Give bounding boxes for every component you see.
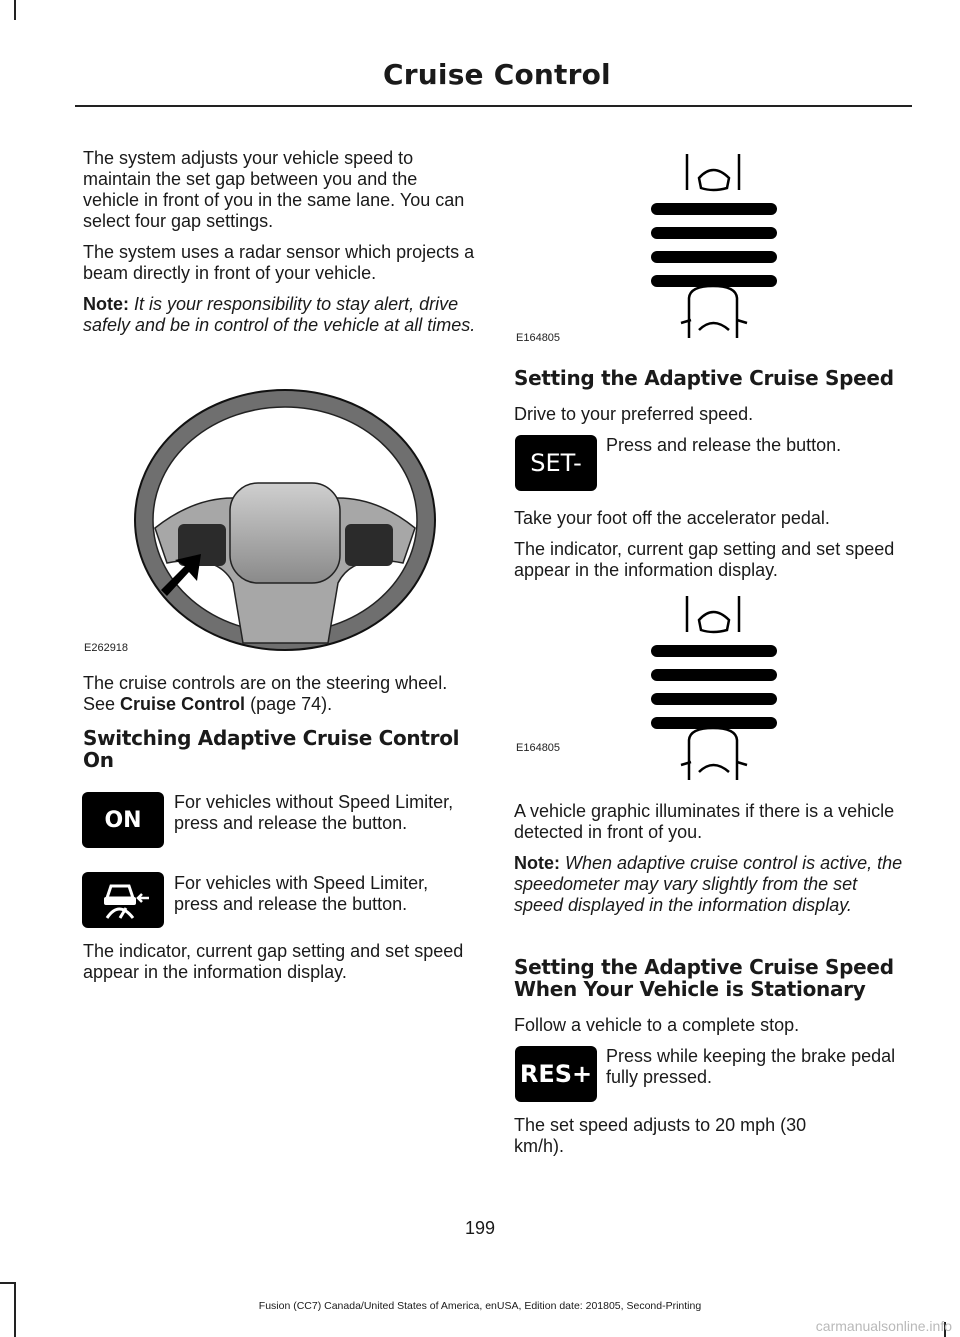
intro-paragraph: The system adjusts your vehicle speed to maintain the set gap between you and the vehicle in front of you in the same lane. You can select four gap settings. bbox=[83, 148, 465, 231]
res-button-text: Press while keeping the brake pedal fully pressed. bbox=[606, 1046, 896, 1087]
setting-speed-heading: Setting the Adaptive Cruise Speed bbox=[514, 366, 894, 390]
left-column-lower bbox=[83, 673, 478, 771]
page-number: 199 bbox=[464, 1218, 496, 1238]
crop-mark-bottom-left-h bbox=[0, 1282, 16, 1284]
watermark: carmanualsonline.info bbox=[815, 1318, 952, 1334]
header-rule bbox=[75, 105, 912, 107]
left-column bbox=[83, 148, 478, 346]
note-label: Note: bbox=[83, 294, 129, 314]
on-button: ON bbox=[82, 792, 164, 848]
edition-info: Fusion (CC7) Canada/United States of America, enUSA, Edition date: 201805, Second-Printing bbox=[258, 1300, 702, 1312]
gap-setting-figure-2 bbox=[515, 590, 905, 790]
vehicle-graphic-paragraph: A vehicle graphic illuminates if there is a vehicle detected in front of you. bbox=[514, 801, 895, 842]
note bbox=[83, 294, 478, 336]
steering-figure-label: E262918 bbox=[84, 642, 129, 654]
speed-limiter-text: For vehicles with Speed Limiter, press and release the button. bbox=[174, 873, 429, 914]
gap-display-icon bbox=[515, 590, 905, 790]
cruise-control-link[interactable]: Cruise Control bbox=[120, 694, 246, 714]
steering-wheel-figure bbox=[83, 388, 473, 660]
note-text-right: When adaptive cruise control is active, the speedometer may vary slightly from the set speed displayed in the information display. bbox=[514, 853, 903, 915]
controls-paragraph: The cruise controls are on the steering wheel. See Cruise Control (page 74). bbox=[83, 673, 448, 714]
gap-setting-figure-1 bbox=[515, 148, 905, 348]
page-title: Cruise Control bbox=[383, 58, 611, 91]
gap-display-icon bbox=[515, 148, 905, 348]
set-button-text: Press and release the button. bbox=[606, 435, 842, 455]
set-minus-button: SET- bbox=[515, 435, 597, 491]
accelerator-paragraph: Take your foot off the accelerator pedal. bbox=[514, 508, 830, 528]
speed-limiter-button bbox=[82, 872, 164, 928]
preferred-speed-paragraph: Drive to your preferred speed. bbox=[514, 404, 754, 424]
crop-mark-top-left bbox=[14, 0, 16, 20]
set-speed-adjusts-paragraph: The set speed adjusts to 20 mph (30 km/h). bbox=[514, 1115, 807, 1156]
steering-wheel-icon bbox=[83, 388, 473, 660]
note-right bbox=[514, 853, 909, 916]
gap-figure-label-2: E164805 bbox=[516, 742, 561, 754]
gap-figure-label-1: E164805 bbox=[516, 332, 561, 344]
indicator-paragraph-left: The indicator, current gap setting and set speed appear in the information display. bbox=[83, 941, 464, 982]
switching-on-heading: Switching Adaptive Cruise Control On bbox=[83, 726, 460, 772]
radar-paragraph: The system uses a radar sensor which projects a beam directly in front of your vehicle. bbox=[83, 242, 475, 283]
res-plus-button: RES+ bbox=[515, 1046, 597, 1102]
speed-limiter-icon bbox=[93, 878, 153, 922]
note-label-right: Note: bbox=[514, 853, 560, 873]
indicator-paragraph-right: The indicator, current gap setting and set speed appear in the information display. bbox=[514, 539, 895, 580]
on-button-text: For vehicles without Speed Limiter, press and release the button. bbox=[174, 792, 454, 833]
note-text: It is your responsibility to stay alert, drive safely and be in control of the vehicle at all times. bbox=[83, 294, 476, 335]
stationary-heading: Setting the Adaptive Cruise Speed When Your Vehicle is Stationary bbox=[514, 955, 894, 1001]
follow-vehicle-paragraph: Follow a vehicle to a complete stop. bbox=[514, 1015, 800, 1035]
